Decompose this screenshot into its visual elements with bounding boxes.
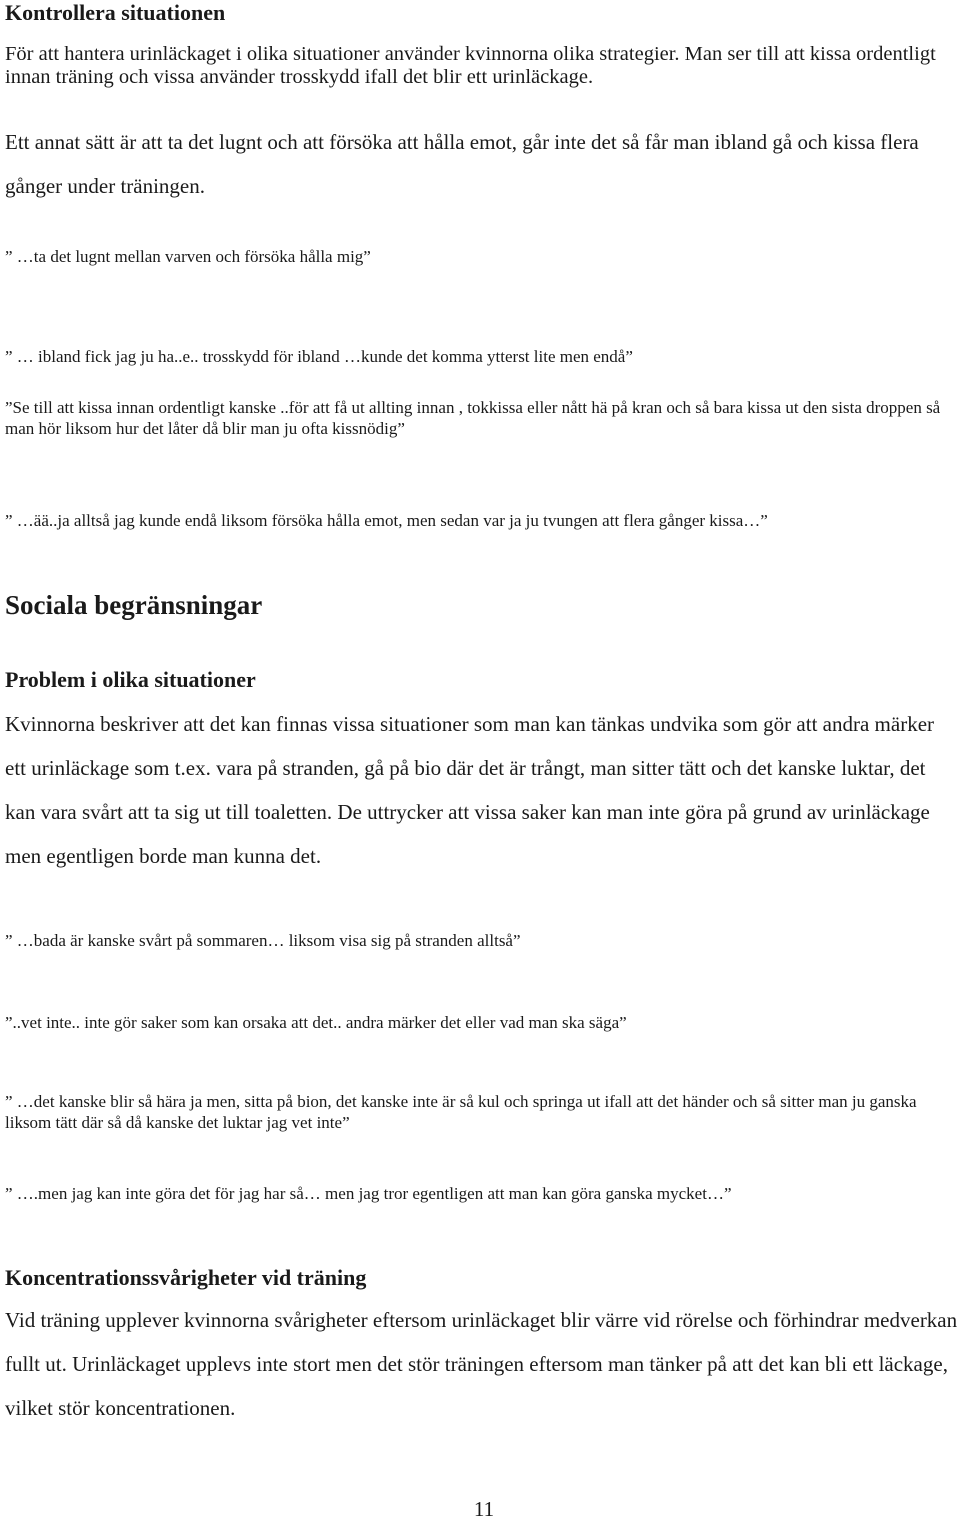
quote-5: ” …bada är kanske svårt på sommaren… liksom visa sig på stranden alltså” — [5, 931, 521, 950]
training-paragraph: Vid träning upplever kvinnorna svårigheter eftersom urinläckaget blir värre vid rörelse och förhindrar medverkan fullt ut. Urinläckaget upplevs inte stort men det stör träningen eftersom man tänker på att det kan bli ett läckage, vilket stör koncentrationen. — [5, 1308, 958, 1420]
quote-3: ”Se till att kissa innan ordentligt kanske ..för att få ut allting innan , tokkissa eller nått hä på kran och så bara kissa ut den sista droppen så man hör liksom hur det låter då blir man ju ofta kissnödig” — [5, 398, 941, 438]
quote-7: ” …det kanske blir så hära ja men, sitta på bion, det kanske inte är så kul och springa ut ifall att det händer och så sitter man ju ganska liksom tätt där så då kanske det luktar jag vet inte” — [5, 1092, 917, 1132]
page-number: 11 — [473, 1497, 495, 1521]
quote-6: ”..vet inte.. inte gör saker som kan orsaka att det.. andra märker det eller vad man ska säga” — [5, 1013, 627, 1032]
intro-paragraph: För att hantera urinläckaget i olika situationer använder kvinnorna olika strategier. Man ser till att kissa ordentligt innan träning och vissa använder trosskydd ifall det blir ett urinläckage. — [5, 43, 936, 88]
section-heading-kontrollera: Kontrollera situationen — [5, 0, 226, 25]
quote-8: ” ….men jag kan inte göra det för jag har så… men jag tror egentligen att man kan göra ganska mycket…” — [5, 1184, 732, 1203]
social-paragraph: Kvinnorna beskriver att det kan finnas vissa situationer som man kan tänkas undvika som gör att andra märker ett urinläckage som t.ex. vara på stranden, gå på bio där det är trångt, man sitter tätt och det kanske luktar, det kan vara svårt att ta sig ut till toaletten. De uttrycker att vissa saker kan man inte göra på grund av urinläckage men egentligen borde man kunna det. — [5, 712, 935, 868]
quote-2: ” … ibland fick jag ju ha..e.. trosskydd för ibland …kunde det komma ytterst lite men endå” — [5, 347, 633, 366]
section-heading-sociala: Sociala begränsningar — [5, 590, 263, 620]
section-heading-koncentration: Koncentrationssvårigheter vid träning — [5, 1265, 367, 1290]
quote-4: ” …ää..ja alltså jag kunde endå liksom försöka hålla emot, men sedan var ja ju tvungen att flera gånger kissa…” — [5, 511, 768, 530]
quote-1: ” …ta det lugnt mellan varven och försöka hålla mig” — [5, 247, 371, 266]
subheading-problem: Problem i olika situationer — [5, 667, 256, 692]
strategy-paragraph: Ett annat sätt är att ta det lugnt och att försöka att hålla emot, går inte det så får man ibland gå och kissa flera gånger under träningen. — [5, 130, 919, 198]
